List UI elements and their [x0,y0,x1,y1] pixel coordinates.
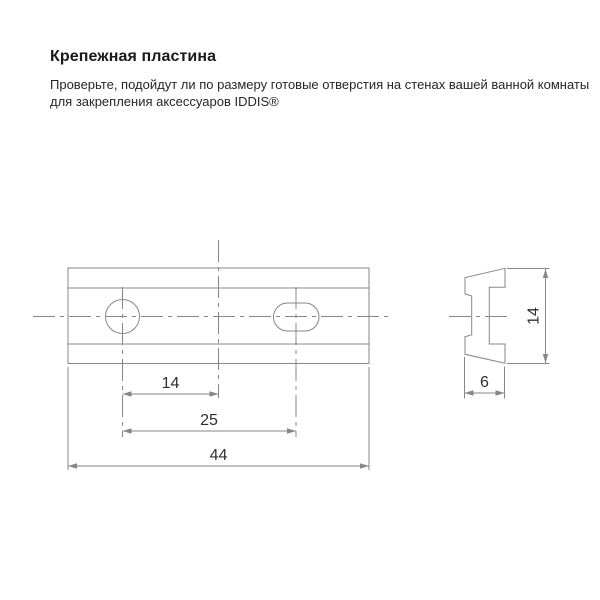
dim-arrow-right [287,428,296,433]
dim-label-side-height: 14 [525,307,543,325]
dim-label-side-depth: 6 [480,374,489,391]
dim-arrow-left [123,391,132,396]
dim-arrow-left [123,428,132,433]
dimension-front-hole-to-center [123,375,219,397]
dimension-front-hole-spacing [123,412,297,434]
dim-arrow-left [465,390,474,395]
dim-label-overall-width: 44 [209,447,228,464]
side-view [449,268,550,398]
dim-arrow-left [68,463,77,468]
dimension-side-depth [465,357,505,399]
dimension-side-height [507,269,550,364]
dim-arrow-bottom [543,354,548,363]
dim-label-hole-to-center: 14 [161,375,180,392]
description-line-2: для закрепления аксессуаров IDDIS® [50,94,279,109]
dim-arrow-right [210,391,219,396]
dim-arrow-right [360,463,369,468]
front-view [33,240,390,470]
side-profile-outline [465,268,505,363]
description-line-1: Проверьте, подойдут ли по размеру готовые отверстия на стенах вашей ванной комнаты [50,77,590,92]
page-title: Крепежная пластина [50,48,217,65]
dim-arrow-top [543,269,548,278]
dim-arrow-right [496,390,505,395]
dim-label-hole-spacing: 25 [200,412,218,429]
dimension-front-overall-width [68,447,369,469]
